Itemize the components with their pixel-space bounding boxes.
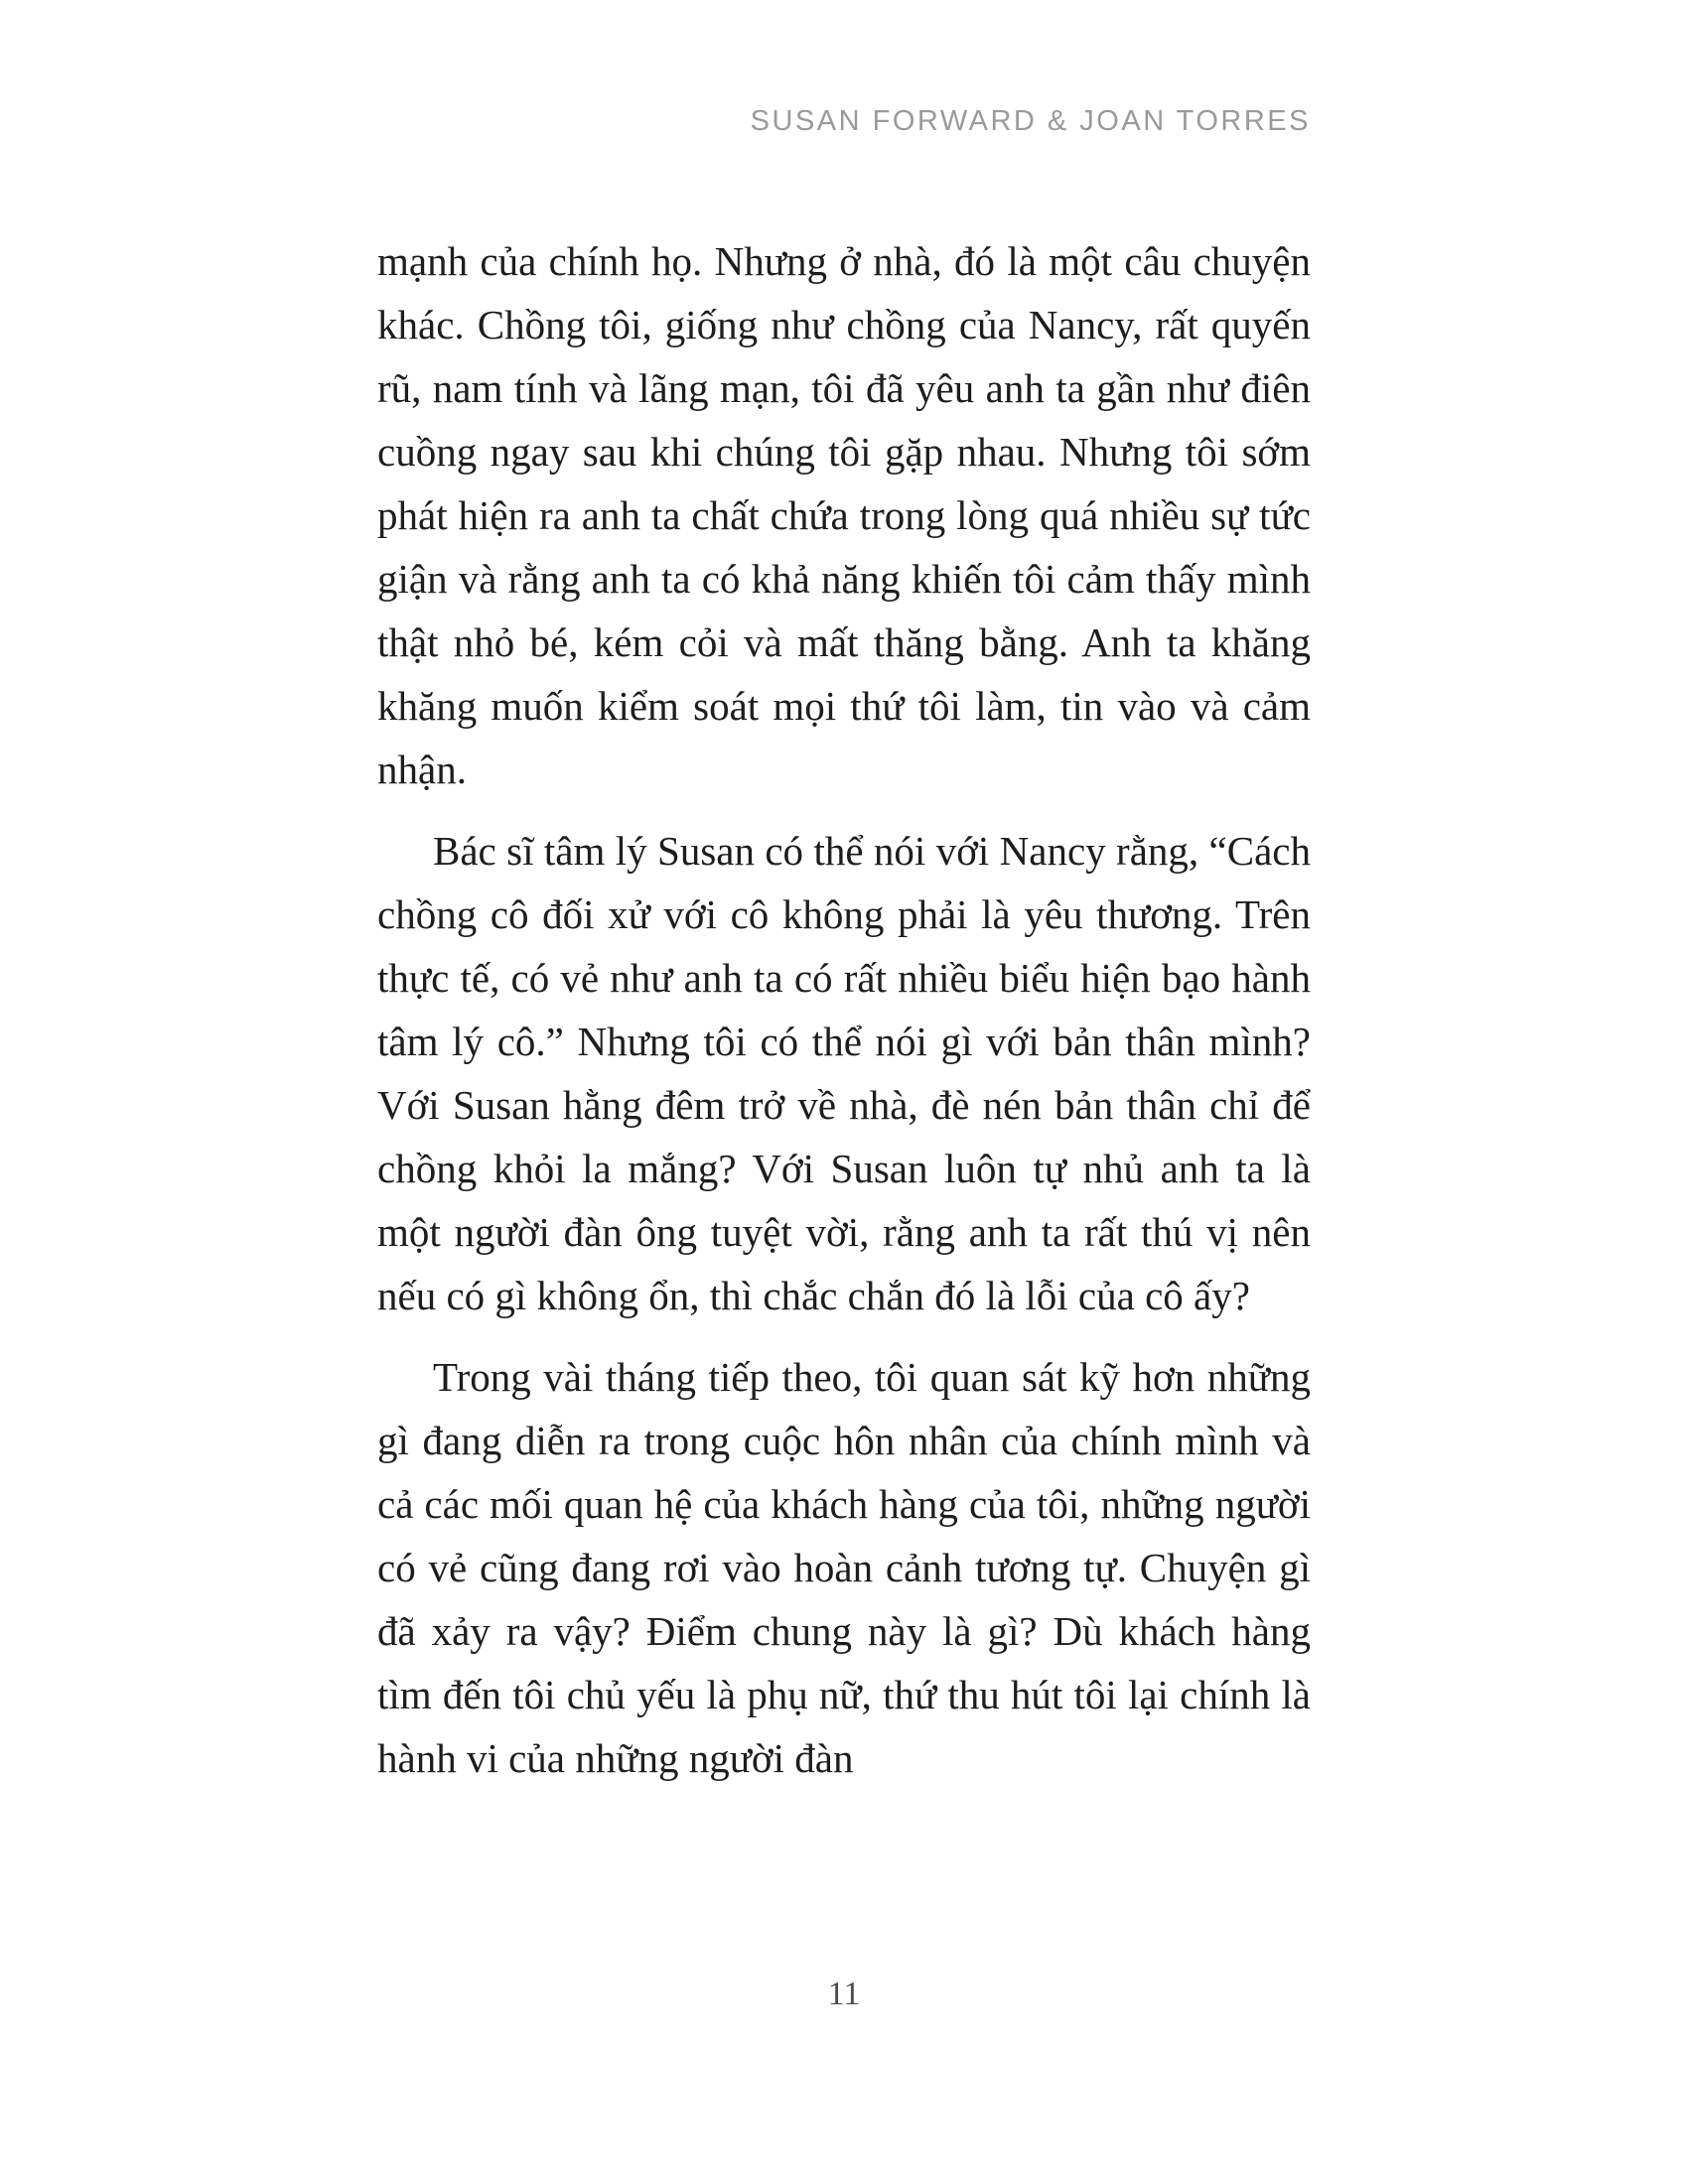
paragraph: Trong vài tháng tiếp theo, tôi quan sát kỹ hơn những gì đang diễn ra trong cuộc hôn nhân của chính mình và cả các mối quan hệ của khách hàng của tôi, những người có vẻ cũng đang rơi vào hoàn cảnh tương tự. Chuyện gì đã xảy ra vậy? Điểm chung này là gì? Dù khách hàng tìm đến tôi chủ yếu là phụ nữ, thứ thu hút tôi lại chính là hành vi của những người đàn	[377, 1354, 1311, 1781]
text-column	[377, 0, 1311, 1790]
paragraph: Bác sĩ tâm lý Susan có thể nói với Nancy rằng, “Cách chồng cô đối xử với cô không phải là yêu thương. Trên thực tế, có vẻ như anh ta có rất nhiều biểu hiện bạo hành tâm lý cô.” Nhưng tôi có thể nói gì với bản thân mình? Với Susan hằng đêm trở về nhà, đè nén bản thân chỉ để chồng khỏi la mắng? Với Susan luôn tự nhủ anh ta là một người đàn ông tuyệt vời, rằng anh ta rất thú vị nên nếu có gì không ổn, thì chắc chắn đó là lỗi của cô ấy?	[377, 828, 1311, 1318]
paragraph-continuation: mạnh của chính họ. Nhưng ở nhà, đó là một câu chuyện khác. Chồng tôi, giống như chồng của Nancy, rất quyến rũ, nam tính và lãng mạn, tôi đã yêu anh ta gần như điên cuồng ngay sau khi chúng tôi gặp nhau. Nhưng tôi sớm phát hiện ra anh ta chất chứa trong lòng quá nhiều sự tức giận và rằng anh ta có khả năng khiến tôi cảm thấy mình thật nhỏ bé, kém cỏi và mất thăng bằng. Anh ta khăng khăng muốn kiểm soát mọi thứ tôi làm, tin vào và cảm nhận.	[377, 238, 1311, 792]
page-body	[377, 229, 1311, 1790]
header-author-names: SUSAN FORWARD & JOAN TORRES	[750, 105, 1311, 137]
running-header	[377, 0, 1311, 138]
page-footer	[0, 1976, 1688, 2013]
page-number: 11	[827, 1976, 861, 2012]
